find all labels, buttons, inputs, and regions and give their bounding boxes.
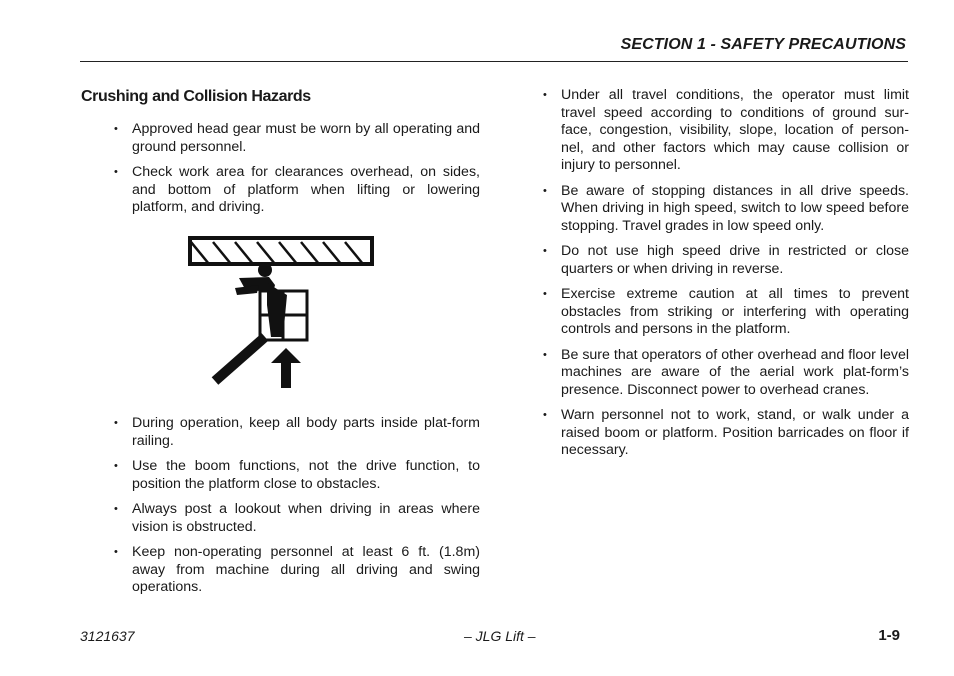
list-item [114,458,480,493]
crushing-hazard-icon [183,233,383,395]
section-heading: Crushing and Collision Hazards [81,88,311,105]
list-item [114,121,480,156]
list-item-text: Approved head gear must be worn by all operating and ground personnel. [132,121,480,155]
list-item-text: Use the boom functions, not the drive function, to position the platform close to obstacles. [132,458,480,492]
list-item-text: Do not use high speed drive in restricted or close quarters or when driving in reverse. [561,243,909,277]
list-item [543,183,909,236]
footer-page-number: 1-9 [878,627,900,644]
list-item [543,347,909,400]
right-column [543,87,909,460]
list-item-text: Check work area for clearances overhead, on sides, and bottom of platform when lifting or lowering platform, and driving. [132,164,480,215]
list-item-text: Exercise extreme caution at all times to prevent obstacles from striking or interfering with operating controls and persons in the platform. [561,286,909,337]
footer-doc-number: 3121637 [80,628,135,644]
list-item [543,87,909,175]
bullet: • [114,417,118,429]
bullet: • [543,409,547,421]
list-item-text: Under all travel conditions, the operator must limit travel speed according to conditions of ground sur-face, congestion, visibility, slope, location of person-nel, and other factors which may cause collision or injury to personnel. [561,87,909,173]
bullet: • [114,503,118,515]
list-item [114,415,480,450]
list-item [543,407,909,460]
list-item [543,243,909,278]
bullet: • [114,166,118,178]
left-column-bottom [114,415,480,597]
bullet: • [543,89,547,101]
list-item-text: During operation, keep all body parts inside plat-form railing. [132,415,480,449]
list-item [114,501,480,536]
list-item [114,544,480,597]
list-item-text: Always post a lookout when driving in areas where vision is obstructed. [132,501,480,535]
bullet: • [543,245,547,257]
page-header-title: SECTION 1 - SAFETY PRECAUTIONS [620,36,906,53]
list-item-text: Be aware of stopping distances in all drive speeds. When driving in high speed, switch to low speed before stopping. Travel grades in low speed only. [561,182,909,234]
header-rule [80,61,908,62]
bullet: • [543,348,547,361]
bullet: • [114,546,118,558]
bullet: • [114,123,118,135]
footer-center-label: – JLG Lift – [464,628,536,644]
list-item-text: Keep non-operating personnel at least 6 ft. (1.8m) away from machine during all driving and swing operations. [132,544,480,595]
list-item [543,286,909,339]
bullet: • [543,184,547,197]
left-column-top [114,121,480,217]
bullet: • [543,288,547,300]
bullet: • [114,460,118,472]
list-item-text: Be sure that operators of other overhead and floor level machines are aware of the aerial work plat-form’s presence. Disconnect power to overhead cranes. [561,346,909,398]
list-item [114,164,480,217]
list-item-text: Warn personnel not to work, stand, or walk under a raised boom or platform. Position barricades on floor if necessary. [561,407,909,458]
